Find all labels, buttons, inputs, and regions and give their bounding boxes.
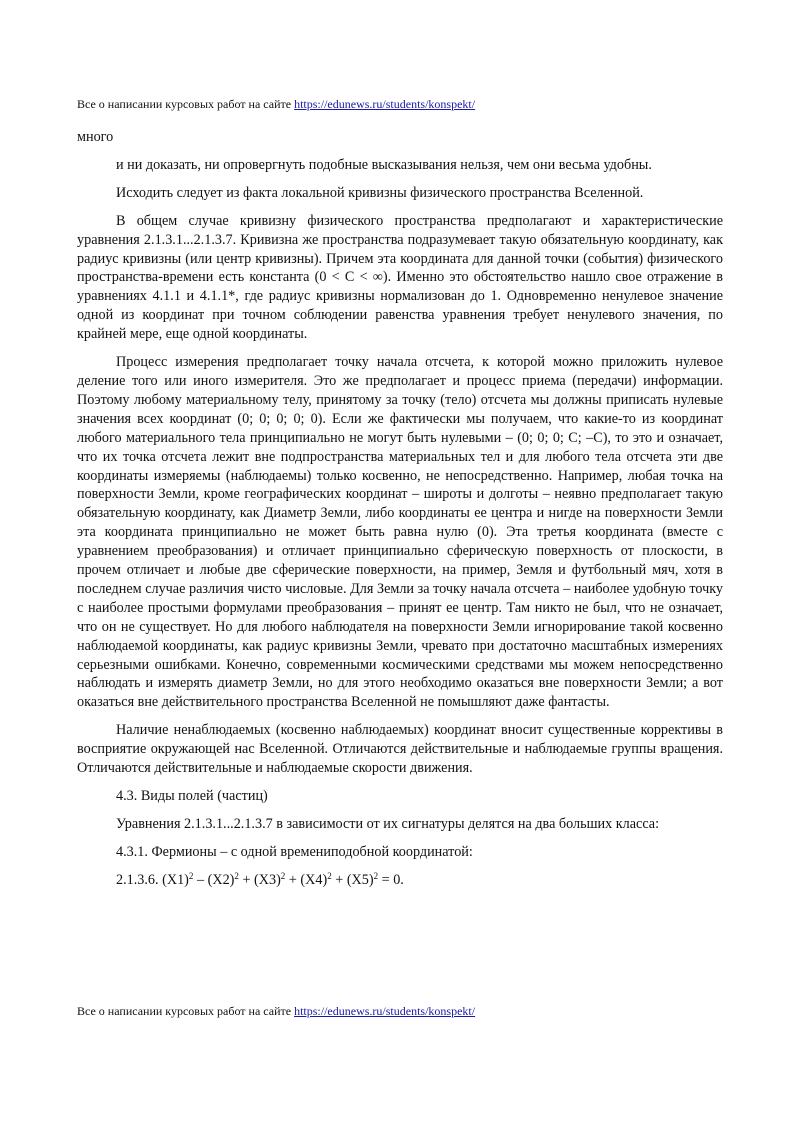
equation	[77, 871, 723, 890]
eq-operator: +	[331, 871, 347, 888]
paragraph-3: В общем случае кривизну физического пространства предполагают и характеристические уравнения 2.1.3.1...2.1.3.7. Кривизна же пространства подразумевает такую обязательную координату, как радиус кривизны (или центр кривизны). Причем эта координата для данной точки (события) физического пространства-времени есть константа (0 < C < ∞). Именно это обстоятельство нашло свое отражение в уравнениях 4.1.1 и 4.1.1*, где радиус кривизны нормализован до 1. Одновременно ненулевое значение одной из координат при точном соблюдении равенства уравнения требует ненулевого значения, по крайней мере, еще одной координаты.	[77, 212, 723, 343]
paragraph-1: и ни доказать, ни опровергнуть подобные высказывания нельзя, чем они весьма удобны.	[116, 156, 652, 173]
equation-number: 2.1.3.6.	[116, 871, 163, 888]
eq-term-5: (X5)	[346, 871, 374, 888]
eq-exponent: 2	[234, 870, 239, 881]
eq-exponent: 2	[327, 870, 332, 881]
eq-exponent: 2	[280, 870, 286, 881]
eq-term-2: (X2)	[207, 871, 235, 888]
subsection-heading: 4.3.1. Фермионы – с одной времениподобной координатой:	[116, 843, 473, 860]
eq-operator: +	[238, 871, 254, 888]
eq-result: = 0.	[378, 871, 404, 888]
eq-term-3: (X3)	[254, 871, 281, 888]
paragraph-0: много	[77, 129, 114, 145]
eq-operator: +	[285, 871, 301, 888]
header-text: Все о написании курсовых работ на сайте	[77, 97, 295, 111]
paragraph-5: Наличие ненаблюдаемых (косвенно наблюдаемых) координат вносит существенные коррективы в восприятие окружающей нас Вселенной. Отличаются действительные и наблюдаемые группы вращения. Отличаются действительные и наблюдаемые скорости движения.	[77, 722, 723, 777]
section-heading: 4.3. Виды полей (частиц)	[116, 788, 268, 804]
eq-exponent: 2	[188, 870, 194, 881]
page-header	[77, 97, 475, 112]
footer-link[interactable]: https://edunews.ru/students/konspekt/	[294, 1004, 476, 1018]
eq-operator: –	[193, 871, 208, 888]
header-link[interactable]: https://edunews.ru/students/konspekt/	[294, 97, 476, 111]
document-body	[77, 128, 723, 896]
footer-text: Все о написании курсовых работ на сайте	[77, 1004, 295, 1018]
paragraph-4: Процесс измерения предполагает точку начала отсчета, к которой можно приложить нулевое деление того или иного измерителя. Это же предполагает и процесс приема (передачи) информации. Поэтому любому материальному телу, принятому за точку (тело) отсчета мы должны приписать нулевые значения всех координат (0; 0; 0; 0; 0). Если же фактически мы получаем, что какие-то из координат любого материального тела принципиально не могут быть нулевыми – (0; 0; 0; C; –C), то это и означает, что их точка отсчета лежит вне подпространства материальных тел и для любого тела отсчета эти две координаты измеряемы (наблюдаемы) только косвенно, не непосредственно. Например, любая точка на поверхности Земли, кроме географических координат – широты и долготы – неявно предполагает такую обязательную координату, как Диаметр Земли, либо координаты ее центра и нигде на поверхности Земли эта координата принципиально не может быть равна нулю (0). Эта третья координата (вместе с уравнением преобразования) и отличает принципиально сферическую поверхность от плоскости, в прочем отличает и любые две сферические поверхности, на пример, Земля и футбольный мяч, хотя в последнем случае различия чисто числовые. Для Земли за точку начала отсчета – наиболее удобную точку с наиболее простыми формулами преобразования – принят ее центр. Там никто не был, что не означает, что он не существует. Но для любого наблюдателя на поверхности Земли игнорирование такой косвенно наблюдаемой координаты, как радиус кривизны Земли, чревато при достаточно масштабных измерениях серьезными ошибками. Конечно, современными космическими средствами мы можем непосредственно наблюдать и измерять диаметр Земли, но для этого необходимо оказаться вне поверхности Земли; а вот оказаться вне действительного пространства Вселенной не помышляют даже фантасты.	[77, 354, 723, 711]
paragraph-7: Уравнения 2.1.3.1...2.1.3.7 в зависимости от их сигнатуры делятся на два больших класса:	[116, 815, 660, 832]
page-footer	[77, 1004, 475, 1019]
eq-term-4: (X4)	[300, 871, 328, 888]
eq-exponent: 2	[373, 870, 379, 881]
eq-term-1: (X1)	[162, 871, 189, 888]
paragraph-2: Исходить следует из факта локальной кривизны физического пространства Вселенной.	[116, 184, 644, 201]
